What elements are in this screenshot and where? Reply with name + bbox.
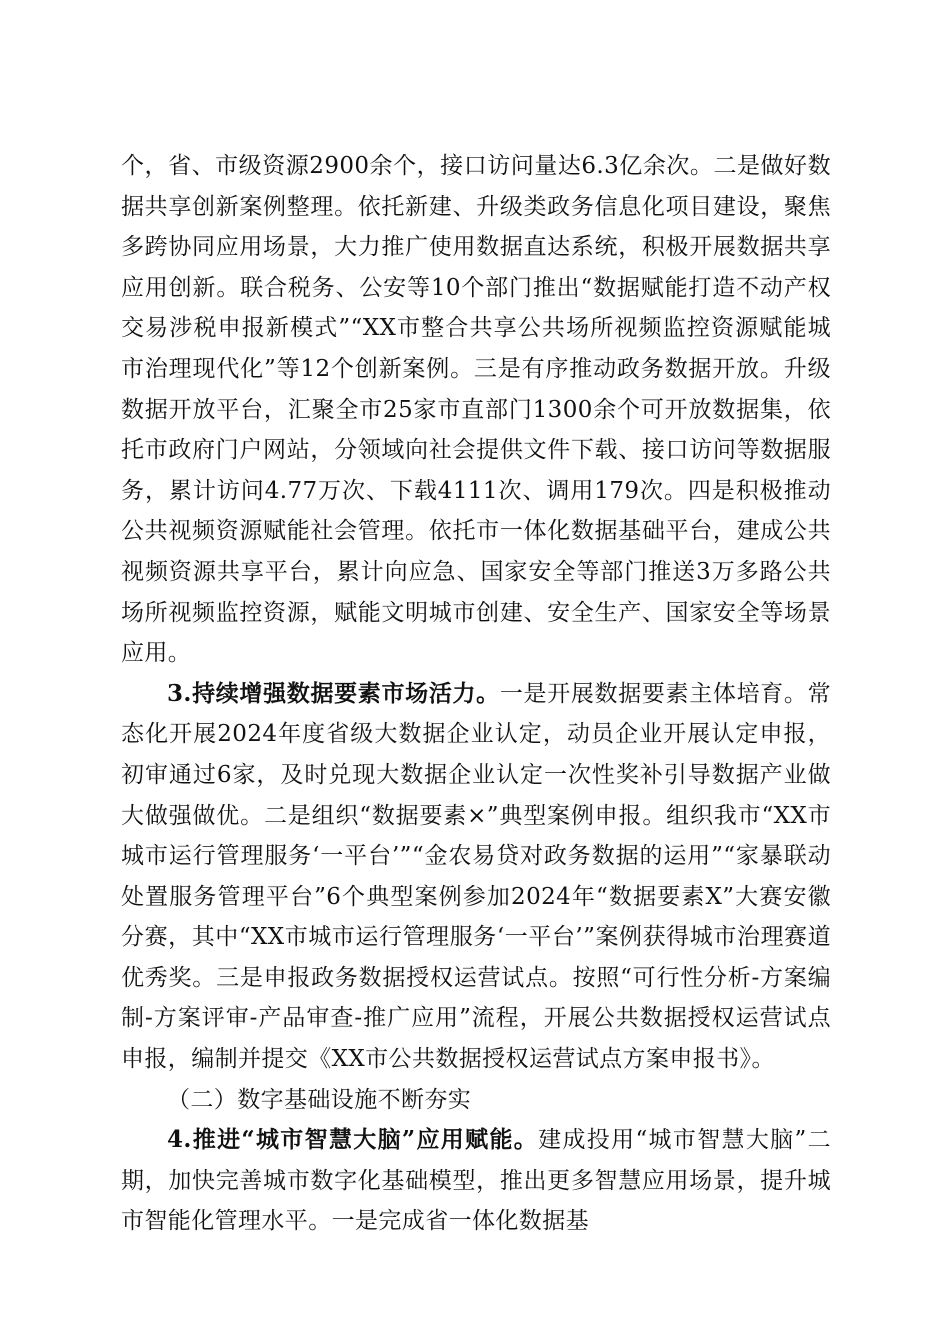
heading-data-market: 3.持续增强数据要素市场活力。: [167, 679, 500, 707]
section-title-infrastructure: （二）数字基础设施不断夯实: [167, 1086, 472, 1113]
paragraph-data-sharing: 个，省、市级资源2900余个，接口访问量达6.3亿余次。二是做好数据共享创新案例整理。依托新建、升级类政务信息化项目建设，聚焦多跨协同应用场景，大力推广使用数据直达系统，积极开展数据共享应用创新。联合税务、公安等10个部门推出“数据赋能打造不动产权交易涉税申报新模式”“XX市整合共享公共场所视频监控资源赋能城市治理现代化”等12个创新案例。三是有序推动政务数据开放。升级数据开放平台，汇聚全市25家市直部门1300余个可开放数据集，依托市政府门户网站，分领域向社会提供文件下载、接口访问等数据服务，累计访问4.77万次、下载4111次、调用179次。四是积极推动公共视频资源赋能社会管理。依托市一体化数据基础平台，建成公共视频资源共享平台，累计向应急、国家安全等部门推送3万多路公共场所视频监控资源，赋能文明城市创建、安全生产、国家安全等场景应用。: [121, 153, 831, 667]
paragraph-data-market: [121, 674, 831, 1080]
heading-city-brain: 4.推进“城市智慧大脑”应用赋能。: [167, 1126, 539, 1154]
paragraph-data-market-body: 一是开展数据要素主体培育。常态化开展2024年度省级大数据企业认定，动员企业开展认定申报，初审通过6家，及时兑现大数据企业认定一次性奖补引导数据产业做大做强做优。二是组织“数据要素×”典型案例申报。组织我市“XX市城市运行管理服务‘一平台’”“金农易贷对政务数据的运用”“家暴联动处置服务管理平台”6个典型案例参加2024年“数据要素X”大赛安徽分赛，其中“XX市城市运行管理服务‘一平台’”案例获得城市治理赛道优秀奖。三是申报政务数据授权运营试点。按照“可行性分析-方案编制-方案评审-产品审查-推广应用”流程，开展公共数据授权运营试点申报，编制并提交《XX市公共数据授权运营试点方案申报书》。: [121, 680, 831, 1073]
paragraph-city-brain: [121, 1120, 831, 1242]
document-body: [121, 146, 831, 1242]
paragraph-city-brain-body: 建成投用“城市智慧大脑”二期，加快完善城市数字化基础模型，推出更多智慧应用场景，提升城市智能化管理水平。一是完成省一体化数据基: [121, 1127, 832, 1235]
